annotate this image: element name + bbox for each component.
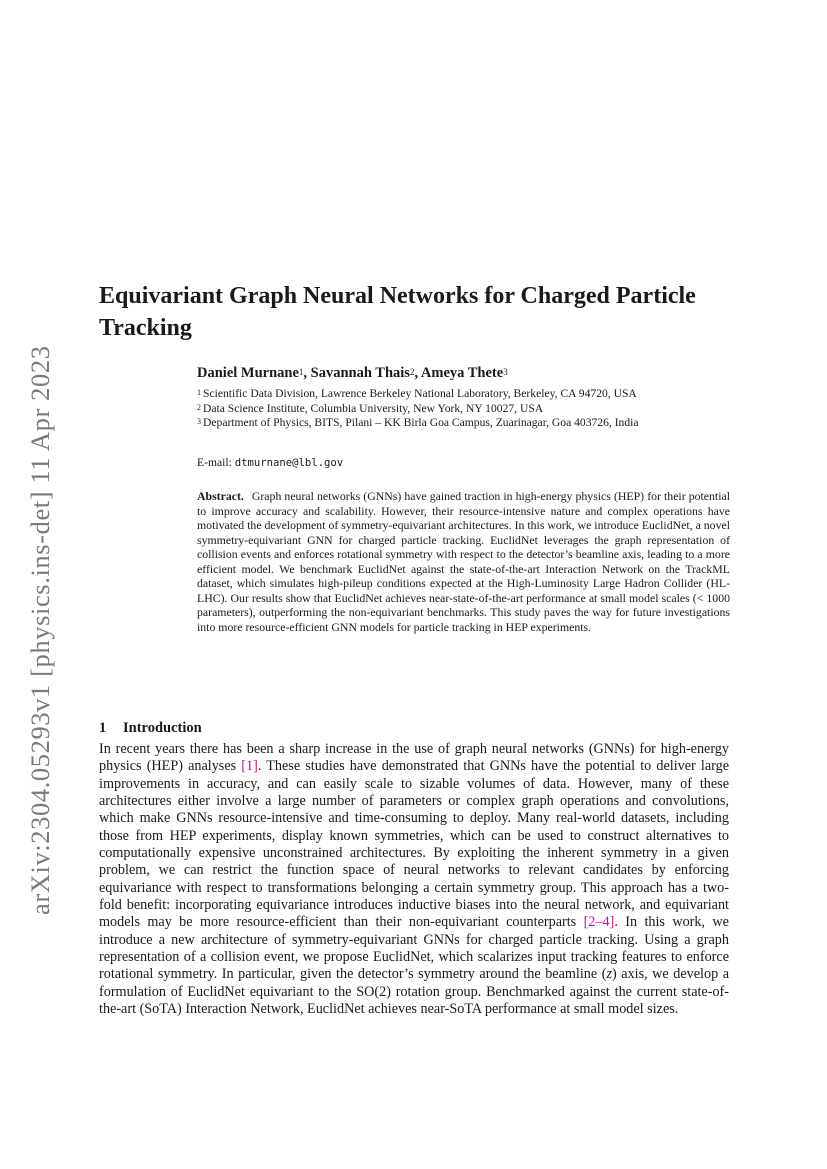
arxiv-identifier: arXiv:2304.05293v1 [physics.ins-det] 11 Apr 2023 (25, 345, 55, 915)
section-heading (99, 719, 202, 737)
section-number: 1 (99, 720, 107, 736)
math-variable: z (606, 966, 612, 983)
author-list: Daniel Murnane$^1$, Savannah Thais$^2$, Ameya Thete$^3$ (197, 365, 508, 381)
author-affil-mark: 3 (503, 367, 508, 377)
author-affil-mark: 1 (298, 367, 304, 377)
citation-link[interactable]: [2–4] (583, 914, 615, 931)
intro-paragraph: In recent years there has been a sharp increase in the use of graph neural networks (GNNs) for high-energy physics (HEP) analyses [1]. These studies have demonstrated that GNNs have the potential to deliver large improvements in accuracy, and can easily scale to sizable volumes of data. However, many of these architectures either involve a large number of parameters or complex graph operations and convolutions, which make GNNs resource-intensive and time-consuming to deploy. Many real-world datasets, including those from HEP experiments, display known symmetries, which can be used to construct alternatives to computationally expensive unconstrained architectures. By exploiting the inherent symmetry in a given problem, we can restrict the function space of neural networks to relevant candidates by enforcing equivariance with respect to transformations belonging a certain symmetry group. This approach has a two-fold benefit: incorporating equivariance introduces inductive biases into the neural network, and equivariant models may be more resource-efficient than their non-equivariant counterparts [2–4]. In this work, we introduce a new architecture of symmetry-equivariant GNNs for charged particle tracking. Using a graph representation of a collision event, we propose EuclidNet, which scalarizes input tracking features to enforce rotational symmetry. In particular, given the detector’s symmetry around the beamline (z) axis, we develop a formulation of EuclidNet equivariant to the SO(2) rotation group. Benchmarked against the current state-of-the-art (SoTA) Interaction Network, EuclidNet achieves near-SoTA performance at small model sizes. (99, 741, 729, 1018)
author-name: Savannah Thais (310, 365, 410, 381)
author-name: Ameya Thete (420, 365, 504, 381)
section-title: Introduction (123, 720, 202, 736)
author-name: Daniel Murnane (197, 365, 299, 381)
paper-title: Equivariant Graph Neural Networks for Charged Particle Tracking (99, 283, 696, 341)
email-address[interactable]: dtmurnane@lbl.gov (234, 457, 344, 469)
author-affil-mark: 2 (409, 367, 415, 377)
email-label: E-mail: (197, 456, 232, 469)
abstract (197, 489, 730, 634)
citation-link[interactable]: [1] (241, 758, 258, 775)
contact-email (197, 456, 343, 470)
abstract-label: Abstract. (197, 489, 244, 503)
affiliation: $^3$ Department of Physics, BITS, Pilani – KK Birla Goa Campus, Zuarinagar, Goa 403726, India (197, 416, 639, 430)
abstract-text: Graph neural networks (GNNs) have gained traction in high-energy physics (HEP) for their potential to improve accuracy and scalability. However, their resource-intensive nature and complex operations have motivated the development of symmetry-equivariant architectures. In this work, we introduce EuclidNet, a novel symmetry-equivariant GNN for charged particle tracking. EuclidNet leverages the graph representation of collision events and enforces rotational symmetry with respect to the detector’s beamline axis, leading to a more efficient model. We benchmark EuclidNet against the state-of-the-art Interaction Network on the TrackML dataset, which simulates high-pileup conditions expected at the High-Luminosity Large Hadron Collider (HL-LHC). Our results show that EuclidNet achieves near-state-of-the-art performance at small model scales (< 1000 parameters), outperforming the non-equivariant benchmarks. This study paves the way for future investigations into more resource-efficient GNN models for particle tracking in HEP experiments. (197, 489, 730, 634)
affiliation: $^2$ Data Science Institute, Columbia University, New York, NY 10027, USA (197, 401, 544, 415)
affiliation: $^1$ Scientific Data Division, Lawrence Berkeley National Laboratory, Berkeley, CA 94720, USA (197, 387, 637, 400)
affiliation-list (197, 387, 737, 431)
